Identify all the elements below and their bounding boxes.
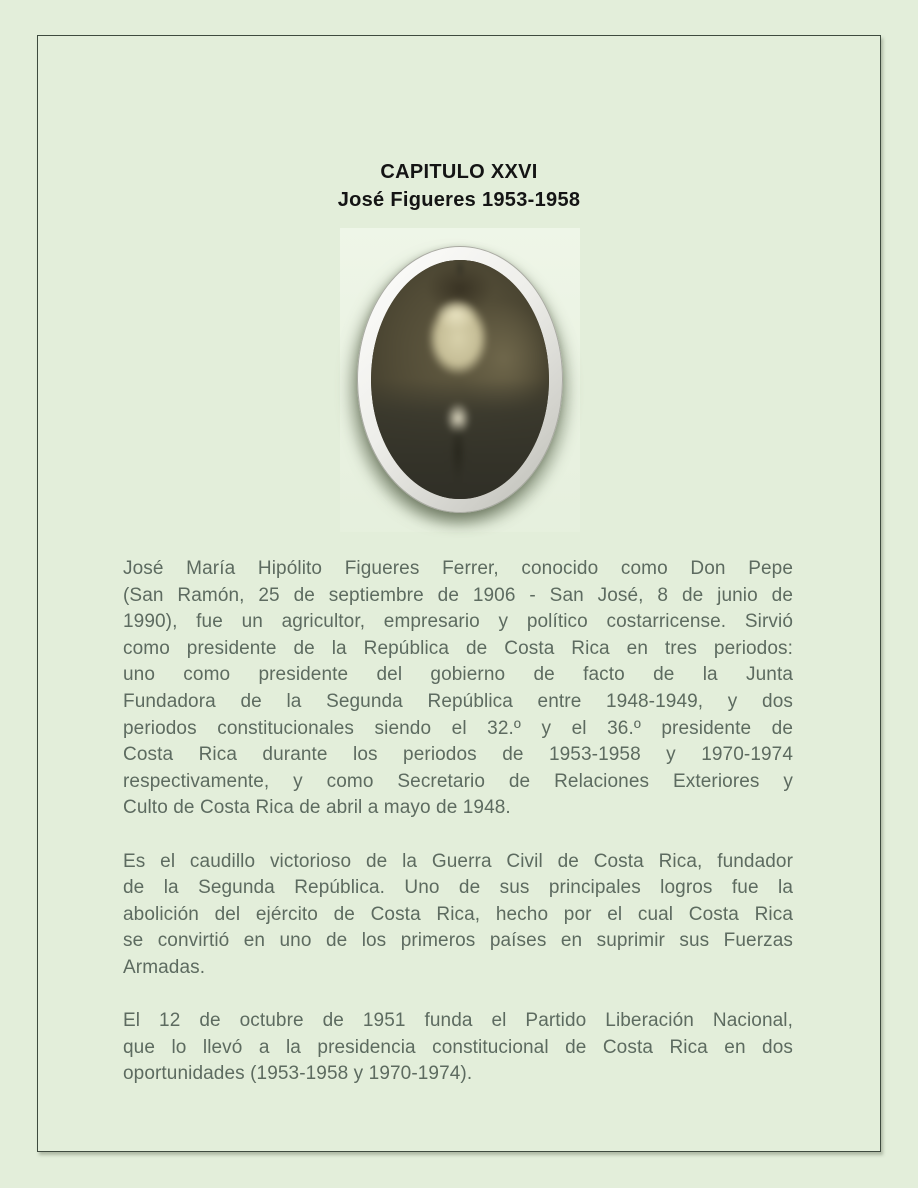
text-line: Culto de Costa Rica de abril a mayo de 1948. [123, 797, 511, 819]
text-line: 1990), fue un agricultor, empresario y político costarricense. Sirvió [123, 611, 793, 633]
text-line: Fundadora de la Segunda República entre 1948-1949, y dos [123, 690, 793, 712]
portrait-painting [371, 260, 549, 499]
chapter-subtitle: José Figueres 1953-1958 [337, 189, 581, 211]
text-line: que lo llevó a la presidencia constitucional de Costa Rica en dos [123, 1036, 793, 1058]
portrait-photo [340, 228, 580, 532]
text-line: periodos constitucionales siendo el 32.º y el 36.º presidente de [123, 717, 793, 739]
paragraph [123, 849, 793, 982]
text-line: Armadas. [123, 956, 206, 978]
text-line: de la Segunda República. Uno de sus principales logros fue la [123, 877, 793, 899]
text-line: uno como presidente del gobierno de facto de la Junta [123, 664, 793, 686]
portrait-oval-frame [357, 246, 563, 513]
text-line: oportunidades (1953-1958 y 1970-1974). [123, 1063, 473, 1085]
paragraph [123, 1008, 793, 1088]
text-line: respectivamente, y como Secretario de Relaciones Exteriores y [123, 770, 793, 792]
text-line: se convirtió en uno de los primeros países en suprimir sus Fuerzas [123, 930, 793, 952]
portrait-painting-canvas [371, 260, 549, 499]
text-line: Es el caudillo victorioso de la Guerra Civil de Costa Rica, fundador [123, 850, 793, 872]
text-line: (San Ramón, 25 de septiembre de 1906 - San José, 8 de junio de [123, 584, 793, 606]
text-line: como presidente de la República de Costa Rica en tres periodos: [123, 637, 793, 659]
text-line: Costa Rica durante los periodos de 1953-1958 y 1970-1974 [123, 744, 793, 766]
paragraph [123, 556, 793, 822]
text-line: El 12 de octubre de 1951 funda el Partido Liberación Nacional, [123, 1010, 793, 1032]
biography-text [123, 556, 793, 1114]
chapter-heading [37, 158, 881, 214]
chapter-title: CAPITULO XXVI [380, 161, 538, 183]
text-line: abolición del ejército de Costa Rica, hecho por el cual Costa Rica [123, 903, 793, 925]
text-line: José María Hipólito Figueres Ferrer, conocido como Don Pepe [123, 558, 793, 579]
